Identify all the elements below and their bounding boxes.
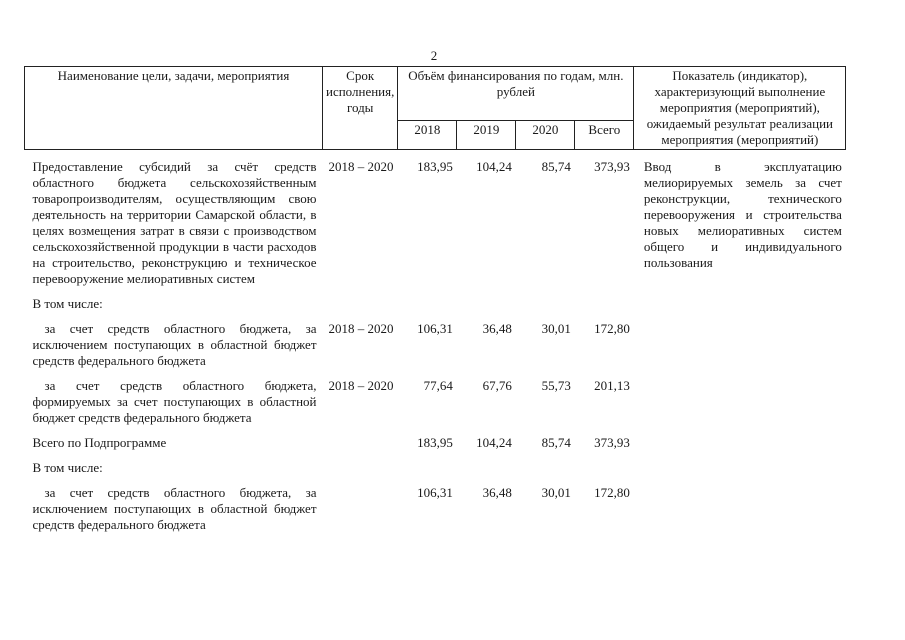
- row-value: [457, 295, 516, 312]
- row-value: [516, 459, 575, 476]
- row-indicator: Ввод в эксплуатацию мелиорируемых земель за счет реконструкции, технического перевооружения и строительства новых мелиоративных систем общего и индивидуального пользования: [643, 159, 842, 270]
- row-term: [323, 459, 398, 476]
- row-indicator: [634, 434, 846, 451]
- row-total: 172,80: [594, 485, 630, 500]
- row-value: 85,74: [541, 435, 571, 450]
- page-number: 2: [430, 48, 438, 63]
- header-funding: Объём финансирования по годам, млн. рублей: [398, 67, 634, 121]
- row-name: за счет средств областного бюджета, за исключением поступающих в областной бюджет средств федерального бюджета: [32, 485, 317, 532]
- funding-table: [24, 66, 846, 533]
- row-indicator: [634, 484, 846, 533]
- table-row: [25, 377, 846, 426]
- row-term: 2018 – 2020: [328, 159, 394, 174]
- header-year: 2018: [398, 120, 457, 149]
- row-indicator: [634, 320, 846, 369]
- table-row: [25, 158, 846, 287]
- row-value: 106,31: [417, 485, 453, 500]
- row-value: [398, 295, 457, 312]
- row-indicator: [634, 295, 846, 312]
- table-row: [25, 295, 846, 312]
- row-value: 55,73: [541, 378, 571, 393]
- row-indicator: [634, 459, 846, 476]
- row-value: 36,48: [482, 485, 512, 500]
- row-total: 373,93: [594, 435, 630, 450]
- row-value: 183,95: [417, 435, 453, 450]
- row-total: 201,13: [594, 378, 630, 393]
- row-value: 36,48: [482, 321, 512, 336]
- row-value: [457, 459, 516, 476]
- row-total: 172,80: [594, 321, 630, 336]
- table-row: [25, 434, 846, 451]
- header-indicator: Показатель (индикатор), характеризующий выполнение мероприятия (мероприятий), ожидаемый результат реализации мероприятия (мероприятий): [634, 67, 846, 150]
- row-term: 2018 – 2020: [328, 378, 394, 393]
- header-name: Наименование цели, задачи, мероприятия: [25, 67, 323, 150]
- row-value: [398, 459, 457, 476]
- row-value: [516, 295, 575, 312]
- header-year: 2019: [457, 120, 516, 149]
- table-row: [25, 484, 846, 533]
- row-total: [575, 459, 634, 476]
- row-value: 104,24: [476, 159, 512, 174]
- row-value: 85,74: [541, 159, 571, 174]
- row-value: 106,31: [417, 321, 453, 336]
- table-row: [25, 320, 846, 369]
- row-total: 373,93: [594, 159, 630, 174]
- header-year: 2020: [516, 120, 575, 149]
- row-name: В том числе:: [32, 460, 103, 475]
- row-value: 30,01: [541, 321, 571, 336]
- table-body: [25, 150, 846, 534]
- row-name: за счет средств областного бюджета, за исключением поступающих в областной бюджет средств федерального бюджета: [32, 321, 317, 368]
- row-term: [323, 434, 398, 451]
- row-term: [323, 295, 398, 312]
- header-total: Всего: [575, 120, 634, 149]
- row-name: Предоставление субсидий за счёт средств областного бюджета сельскохозяйственным товаропроизводителям, осуществляющим свою деятельность на территории Самарской области, в целях возмещения затрат в связи с производством сельскохозяйственной продукции в части расходов на строительство, реконструкцию и техническое перевооружение мелиоративных систем: [32, 159, 317, 286]
- row-name: Всего по Подпрограмме: [32, 435, 167, 450]
- table-row: [25, 459, 846, 476]
- row-value: 183,95: [417, 159, 453, 174]
- row-term: [323, 484, 398, 533]
- table-header: [25, 67, 846, 150]
- row-total: [575, 295, 634, 312]
- header-term: Срок исполнения, годы: [323, 67, 398, 150]
- row-term: 2018 – 2020: [328, 321, 394, 336]
- row-value: 67,76: [482, 378, 512, 393]
- row-indicator: [634, 377, 846, 426]
- row-name: В том числе:: [32, 296, 103, 311]
- row-value: 77,64: [423, 378, 453, 393]
- row-value: 104,24: [476, 435, 512, 450]
- row-name: за счет средств областного бюджета, формируемых за счет поступающих в областной бюджет средств федерального бюджета: [32, 378, 317, 425]
- row-value: 30,01: [541, 485, 571, 500]
